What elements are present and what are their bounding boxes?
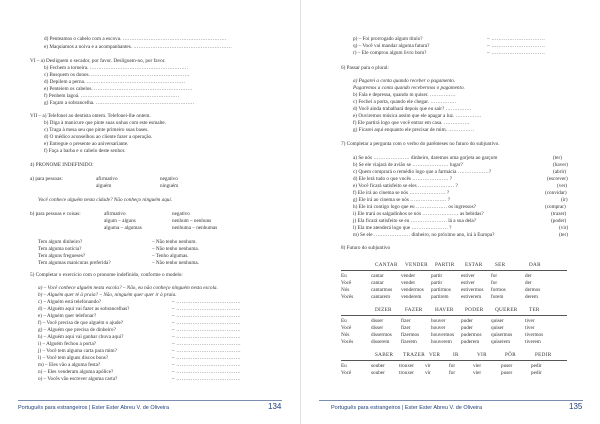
page-number: 135 bbox=[569, 402, 583, 411]
answer-blank[interactable]: – ……………………………… bbox=[172, 334, 241, 340]
question-item: h) – Alguém aqui vai ganhar chuva aqui? bbox=[38, 334, 124, 340]
verb-hint: (vir) bbox=[559, 225, 569, 231]
conjugation-cell: partir bbox=[431, 280, 443, 286]
conjugation-cell: partirmos bbox=[431, 287, 451, 293]
negative-header: negativo bbox=[172, 211, 190, 217]
conjugation-header: TER bbox=[529, 307, 540, 313]
answer-blank[interactable]: – ……………………………… bbox=[172, 299, 241, 305]
intro-e: e) Maquiamos a noiva e a acompanhantes. ………………………………………………… bbox=[44, 44, 232, 50]
pronoun-cell: Eu bbox=[341, 363, 347, 369]
header-underline bbox=[341, 270, 567, 271]
answer-blank[interactable]: – ………………………… bbox=[487, 50, 546, 56]
section-8-title: 8) Futuro do subjuntivo bbox=[341, 245, 391, 251]
negative-word: ninguém bbox=[160, 183, 179, 189]
list-item: f) Faça a barba e o cabelo deste senhor. bbox=[44, 148, 126, 154]
footer-text: Português para estrangeiros | Ester Ester Abreu V. de Oliveira bbox=[18, 405, 170, 411]
list-item: c) Traga à mesa seu que pinte primeiro suas bases. bbox=[44, 127, 149, 133]
conjugation-header: VER bbox=[429, 352, 441, 358]
section-5-title: 5) Completar o exercício com o pronome indefinido, conforme o modelo: bbox=[30, 272, 183, 278]
list-item: c) Fechei a porta, quando ele chegar. …………… bbox=[353, 99, 457, 105]
conjugation-cell: dermos bbox=[525, 287, 541, 293]
verb-hint: (trazer) bbox=[551, 211, 567, 217]
list-item: e) Você ficará satisfeito se eles ………………… ? bbox=[353, 183, 458, 189]
header-underline bbox=[341, 315, 567, 316]
conjugation-cell: forem bbox=[491, 294, 504, 300]
section-4a-label: a) para pessoas: bbox=[30, 176, 63, 182]
conjugation-header: QUERER bbox=[495, 307, 518, 313]
verb-hint: (ir) bbox=[561, 197, 568, 203]
footer-divider bbox=[319, 400, 583, 401]
pronoun-cell: Nós bbox=[341, 332, 350, 338]
answer-blank[interactable]: – ……………………………… bbox=[172, 369, 241, 375]
question-item: r) – Ele comprou algum livro bom? bbox=[353, 50, 427, 56]
conjugation-cell: houverem bbox=[431, 339, 452, 345]
conjugation-cell: quisermos bbox=[491, 332, 513, 338]
verb-hint: (ver) bbox=[557, 183, 568, 189]
list-item: d) Depilem a perna. ………………………………………………… bbox=[44, 79, 186, 85]
conjugation-cell: cantarem bbox=[371, 294, 391, 300]
header-underline bbox=[341, 360, 567, 361]
conjugation-header: TRAZER bbox=[403, 352, 425, 358]
section-5-example: a) – Você conhece alguém nesta escola? – Não, eu não conheço ninguém nesta escola. bbox=[38, 285, 218, 291]
conjugation-cell: pedir bbox=[531, 370, 542, 376]
affirmative-header: afirmativo bbox=[104, 211, 126, 217]
conjugation-header: SER bbox=[495, 262, 506, 268]
list-item: b) Diga à manicure que pinte suas unhas com este esmalte. bbox=[44, 120, 167, 126]
verb-hint: (ter) bbox=[553, 155, 562, 161]
answer-blank[interactable]: – ……………………………… bbox=[172, 355, 241, 361]
question-item: e) – Alguém quer telefonar? bbox=[38, 313, 97, 319]
question-item: n) – Eles venderam alguma apólice? bbox=[38, 369, 114, 375]
conjugation-cell: cantar bbox=[371, 280, 384, 286]
conjugation-cell: quiser bbox=[491, 325, 504, 331]
negative-header: negativo bbox=[160, 176, 178, 182]
conjugation-cell: vier bbox=[473, 370, 482, 376]
conjugation-cell: formos bbox=[491, 287, 506, 293]
answer-blank[interactable]: – ……………………………… bbox=[172, 376, 241, 382]
pronoun-cell: Nós bbox=[341, 287, 350, 293]
conjugation-header: ESTAR bbox=[465, 262, 483, 268]
conjugation-cell: tiver bbox=[525, 325, 535, 331]
section-5-example: b) – Alguém quer té à praia? – Não, ninguém quer quer ir à praia. bbox=[38, 292, 177, 298]
conjugation-cell: cantar bbox=[371, 273, 384, 279]
conjugation-cell: dissermos bbox=[371, 332, 392, 338]
list-item: b) Fechem a torneira. ………………………………………………… bbox=[44, 65, 189, 71]
list-item: c) Busquem os donos. ………………………………………………… bbox=[44, 72, 190, 78]
conjugation-cell: houvermos bbox=[431, 332, 455, 338]
conjugation-cell: for bbox=[491, 280, 498, 286]
conjugation-cell: souber bbox=[371, 370, 385, 376]
conjugation-header: HAVER bbox=[435, 307, 454, 313]
conjugation-header: PODER bbox=[465, 307, 484, 313]
conjugation-cell: estiverem bbox=[461, 294, 482, 300]
list-item: m) Se ele ………………… dinheiro, no próximo ano, irá à Europa? bbox=[353, 232, 495, 238]
conjugation-cell: houver bbox=[431, 318, 446, 324]
conjugation-cell: houver bbox=[431, 325, 446, 331]
section-4a-example: Você conhece alguém nesta cidade? Não conheço ninguém aqui. bbox=[38, 197, 173, 203]
conjugation-cell: estiver bbox=[461, 273, 475, 279]
verb-hint: (convidar) bbox=[545, 190, 567, 196]
list-item: g) Ele irá ao cinema se nós ………………… ? bbox=[353, 197, 451, 203]
conjugation-cell: partir bbox=[431, 273, 443, 279]
conjugation-cell: partirem bbox=[431, 294, 449, 300]
conjugation-cell: trouxer bbox=[399, 363, 414, 369]
answer-blank[interactable]: – ……………………………… bbox=[172, 341, 241, 347]
pronoun-cell: Você bbox=[341, 280, 352, 286]
conjugation-cell: vir bbox=[425, 363, 431, 369]
conjugation-cell: trouxer bbox=[399, 370, 414, 376]
section-4-title: 4) PRONOME INDEFINIDO: bbox=[30, 162, 94, 168]
conjugation-header: DAR bbox=[529, 262, 541, 268]
affirmative-word: algum – alguns bbox=[104, 218, 136, 224]
question-item: g) – Alguém que precisa de dinheiro? bbox=[38, 327, 116, 333]
answer-blank[interactable]: – ……………………………… bbox=[172, 327, 241, 333]
conjugation-cell: fizer bbox=[401, 318, 411, 324]
answer-blank[interactable]: – ……………………………… bbox=[172, 313, 241, 319]
verb-hint: (haver) bbox=[553, 162, 568, 168]
affirmative-header: afirmativo bbox=[96, 176, 118, 182]
conjugation-cell: tivermos bbox=[525, 332, 544, 338]
list-item: h) Ele irá contigo logo que eu ……………… os ingressos? bbox=[353, 204, 476, 210]
list-item: b) Se ele viajará de avião se ………………… lugar? bbox=[353, 162, 463, 168]
intro-d: d) Penteamos o cabelo com a escova. …………………………………………………… bbox=[44, 36, 227, 42]
negative-word: nenhuma – nenhumas bbox=[172, 225, 218, 231]
conjugation-cell: disserem bbox=[371, 339, 390, 345]
conjugation-cell: vier bbox=[473, 363, 482, 369]
list-item: d) Você ainda trabalhará depois que eu sair? …………… bbox=[353, 106, 472, 112]
conjugation-cell: puser bbox=[501, 370, 513, 376]
footer-divider bbox=[18, 400, 282, 401]
conjugation-cell: disser bbox=[371, 318, 384, 324]
conjugation-header: PEDIR bbox=[535, 352, 552, 358]
negative-word: nenhum – nenhuns bbox=[172, 218, 212, 224]
conjugation-header: PÔR bbox=[505, 352, 516, 358]
conjugation-cell: vir bbox=[425, 370, 431, 376]
question-item: d) – Alguém aqui vai fazer as sobrancelhas? bbox=[38, 306, 130, 312]
answer-blank[interactable]: – ……………………………… bbox=[172, 362, 241, 368]
list-item: g) Ficarei aqui enquanto ele precisar de mim. …………… bbox=[353, 127, 475, 133]
conjugation-header: CANTAR bbox=[375, 262, 398, 268]
answer-blank[interactable]: – ………………………… bbox=[487, 36, 546, 42]
pronoun-cell: Eu bbox=[341, 273, 347, 279]
list-item: f) Penhem lagoá. ………………………………………………… bbox=[44, 93, 180, 99]
conjugation-cell: derem bbox=[525, 294, 538, 300]
pronoun-cell: Você bbox=[341, 325, 352, 331]
conjugation-cell: fizerem bbox=[401, 339, 417, 345]
pronoun-cell: Você bbox=[341, 370, 352, 376]
conjugation-cell: for bbox=[449, 370, 456, 376]
example-question: Tem alguma notícia? bbox=[38, 246, 82, 252]
example-question: Tem algumas manicuras preferida? bbox=[38, 260, 111, 266]
conjugation-cell: venderem bbox=[401, 294, 422, 300]
conjugation-cell: estivermos bbox=[461, 287, 484, 293]
list-item: d) O médico aconselhou ao cliente fazer a operação. bbox=[44, 134, 153, 140]
section-6-title: 6) Passar para o plural: bbox=[341, 65, 389, 71]
conjugation-cell: fizer bbox=[401, 325, 411, 331]
question-item: m) – Eles vão a alguma festa? bbox=[38, 362, 101, 368]
conjugation-cell: cantarmos bbox=[371, 287, 393, 293]
conjugation-header: PARTIR bbox=[435, 262, 455, 268]
list-item: f) Ele irá ao cinema se nós ………………… ? bbox=[353, 190, 450, 196]
verb-hint: (escrever) bbox=[547, 176, 568, 182]
list-item: d) Ele lerá tudo o que vocês ………………… ? bbox=[353, 176, 453, 182]
verb-hint: (comprar) bbox=[545, 204, 566, 210]
example-question: Tem alguns fregueses? bbox=[38, 253, 86, 259]
verb-hint: (poder) bbox=[551, 218, 567, 224]
conjugation-header: SABER bbox=[375, 352, 394, 358]
pronoun-cell: Eu bbox=[341, 318, 347, 324]
conjugation-cell: tiver bbox=[525, 318, 535, 324]
list-item: b) Fala e depressa, quando m quiser. …………… bbox=[353, 92, 456, 98]
conjugation-cell: vendermos bbox=[401, 287, 424, 293]
conjugation-cell: for bbox=[449, 363, 456, 369]
question-item: c) – Alguém está telefonando? bbox=[38, 299, 102, 305]
conjugation-cell: vender bbox=[401, 273, 416, 279]
question-item: q) – Você vai mandar alguma fatura? bbox=[353, 43, 430, 49]
list-item: a) Se nós ………………… dinheiro, daremos uma gorjeta ao garçom bbox=[353, 155, 498, 161]
conjugation-cell: tiverem bbox=[525, 339, 541, 345]
conjugation-header: DIZER bbox=[375, 307, 392, 313]
question-item: j) – Você tem alguma carta para mim? bbox=[38, 348, 117, 354]
section-7-title: 7) Completar a pergunta com o verbo do parênteses no futuro do subjuntivo. bbox=[341, 141, 500, 147]
list-item: e) Ouviremos música assim que ele apagar a luz. …………… bbox=[353, 113, 482, 119]
footer-text: Português para estrangeiros | Ester Ester Abreu V. de Oliveira bbox=[331, 405, 483, 411]
conjugation-cell: souber bbox=[371, 363, 385, 369]
list-item: i) Ele trará os salgadinhos se nós ………………… as bebidas? bbox=[353, 211, 484, 217]
conjugation-header: IR bbox=[453, 352, 459, 358]
conjugation-cell: der bbox=[525, 280, 532, 286]
conjugation-header: VIR bbox=[477, 352, 487, 358]
list-item: g) Façam a sobrancelha. ………………………………………………… bbox=[44, 100, 195, 106]
answer-blank[interactable]: – ……………………………… bbox=[172, 306, 241, 312]
pronoun-cell: Vocês bbox=[341, 339, 354, 345]
conjugation-cell: pedir bbox=[531, 363, 542, 369]
conjugation-cell: puderem bbox=[461, 339, 480, 345]
list-item: c) Quem comprará o remédio logo que a farmácia ………………? bbox=[353, 169, 492, 175]
affirmative-word: alguém bbox=[96, 183, 112, 189]
right-page bbox=[300, 0, 600, 424]
verb-hint: (abrir) bbox=[553, 169, 567, 175]
conjugation-cell: puder bbox=[461, 318, 473, 324]
question-item: i) – Alguém fechou a porta? bbox=[38, 341, 97, 347]
exercise-vii-title: VII – a) Telefonei ao dentista ontem. Telefonei-lhe ontem. bbox=[30, 113, 151, 119]
list-item: e) Entregue o presente ao aniversariante. bbox=[44, 141, 129, 147]
section-4b-label: b) para pessoas e coisas: bbox=[30, 211, 81, 217]
conjugation-cell: pudermos bbox=[461, 332, 482, 338]
question-item: o) – Vocês vão escrever alguma carta? bbox=[38, 376, 118, 382]
conjugation-cell: estiver bbox=[461, 280, 475, 286]
question-item: f) – Você precisa de que alguém o ajude? bbox=[38, 320, 124, 326]
example-answer: – Não tenho nenhum. bbox=[152, 239, 197, 245]
answer-blank[interactable]: – ………………………… bbox=[487, 43, 546, 49]
conjugation-cell: quiserem bbox=[491, 339, 511, 345]
conjugation-header: VENDER bbox=[405, 262, 428, 268]
section-6-example: a) Pagarei a conta quando receber o pagamento. bbox=[353, 78, 456, 84]
example-answer: – Não tenho nenhuma. bbox=[152, 246, 199, 252]
section-6-example: Pagaremos a conta quando recebermos o pagamento. bbox=[353, 85, 465, 91]
affirmative-word: alguma – algumas bbox=[104, 225, 142, 231]
page-number: 134 bbox=[268, 402, 282, 411]
conjugation-cell: puser bbox=[501, 363, 513, 369]
conjugation-cell: puder bbox=[461, 325, 473, 331]
verb-hint: (ter) bbox=[559, 232, 568, 238]
example-answer: – Não tenho nenhuma. bbox=[152, 260, 199, 266]
conjugation-cell: disser bbox=[371, 325, 384, 331]
conjugation-cell: vender bbox=[401, 280, 416, 286]
list-item: j) Ela ficará satisfeito se eu ………………… lá a sua dela? bbox=[353, 218, 477, 224]
example-question: Tem algum dinheiro? bbox=[38, 239, 83, 245]
question-item: p) – Foi prorrogado algum título? bbox=[353, 36, 423, 42]
list-item: l) Ela me atenderá logo que ………………… ? bbox=[353, 225, 452, 231]
exercise-vi-title: VI – a) Desliguem o secador, por favor. Desliguem-no, por favor. bbox=[30, 58, 166, 64]
list-item: f) Ele partirá logo que você entrar em casa. …………… bbox=[353, 120, 470, 126]
list-item: e) Penteiem os cabelos. ………………………………………………… bbox=[44, 86, 193, 92]
answer-blank[interactable]: – ……………………………… bbox=[172, 348, 241, 354]
conjugation-cell: der bbox=[525, 273, 532, 279]
conjugation-header: FAZER bbox=[405, 307, 423, 313]
answer-blank[interactable]: – ……………………………… bbox=[172, 320, 241, 326]
conjugation-cell: for bbox=[491, 273, 498, 279]
conjugation-cell: fizermos bbox=[401, 332, 420, 338]
conjugation-cell: quiser bbox=[491, 318, 504, 324]
pronoun-cell: Vocês bbox=[341, 294, 354, 300]
example-answer: – Tenho algumas. bbox=[152, 253, 189, 259]
question-item: l) – Você tem alguns discos bons? bbox=[38, 355, 109, 361]
